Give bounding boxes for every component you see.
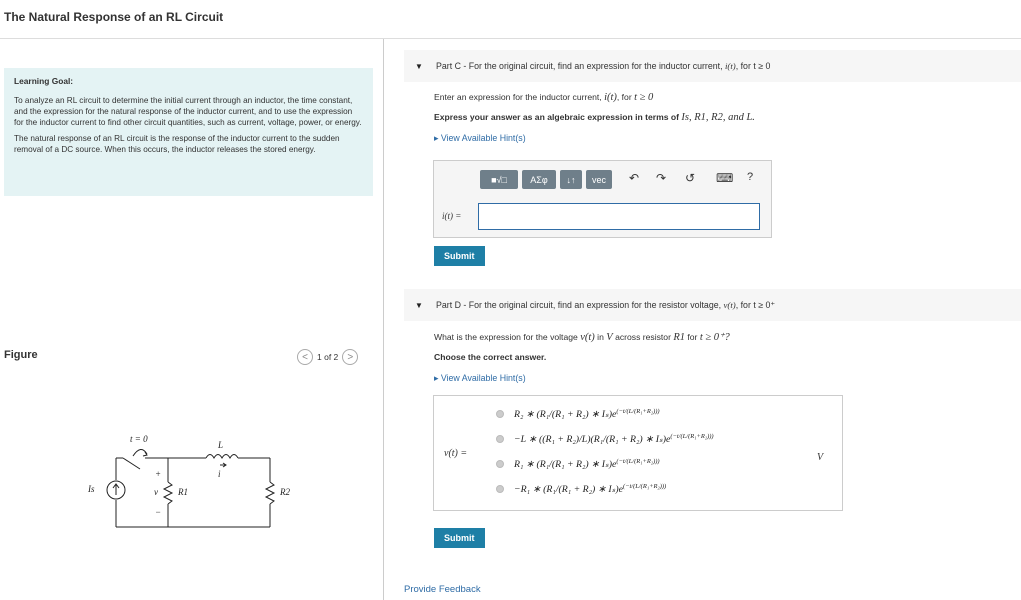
- radio-button[interactable]: [496, 410, 504, 418]
- voltage-minus-label: −: [155, 507, 162, 517]
- part-d-question: What is the expression for the voltage v(t) in V across resistor R1 for t ≥ 0⁺?: [434, 332, 730, 343]
- answer-choices: [433, 395, 843, 511]
- templates-button[interactable]: ■√□: [480, 170, 518, 189]
- greek-button[interactable]: AΣφ: [522, 170, 556, 189]
- part-c-submit-button[interactable]: Submit: [434, 246, 485, 266]
- inductor-label: L: [218, 440, 224, 450]
- choice-option[interactable]: R₂ ∗ (R₁/(R₁ + R₂) ∗ $I_s)e^{(-t/(L/(R_1+R_2)))}$: [496, 408, 660, 420]
- part-d-title: Part D - For the original circuit, find an expression for the resistor voltage, v(t), for t ≥ 0⁺: [436, 300, 776, 310]
- part-d-header[interactable]: [404, 289, 1021, 321]
- prev-figure-button[interactable]: <: [297, 349, 313, 365]
- current-label: i: [218, 469, 221, 479]
- answer-input[interactable]: [478, 203, 760, 230]
- part-d-hint-link[interactable]: ▸ View Available Hint(s): [434, 373, 526, 383]
- vector-button[interactable]: vec: [586, 170, 612, 189]
- collapse-icon[interactable]: ▼: [415, 62, 423, 71]
- part-d-submit-button[interactable]: Submit: [434, 528, 485, 548]
- collapse-icon[interactable]: ▼: [415, 301, 423, 310]
- answer-label: i(t) =: [442, 211, 462, 221]
- arrows-button[interactable]: ↓↑: [560, 170, 582, 189]
- help-icon[interactable]: ?: [747, 171, 754, 183]
- learning-goal-heading: Learning Goal:: [14, 76, 74, 86]
- unit-label: V: [817, 452, 824, 463]
- radio-button[interactable]: [496, 435, 504, 443]
- part-c-hint-link[interactable]: ▸ View Available Hint(s): [434, 133, 526, 143]
- source-label: Is: [88, 484, 95, 494]
- voltage-label: v: [154, 487, 158, 497]
- switch-label: t = 0: [130, 434, 148, 444]
- column-divider: [383, 39, 384, 600]
- answer-editor: [433, 160, 772, 238]
- voltage-plus-label: +: [155, 469, 162, 479]
- r2-label: R2: [280, 487, 290, 497]
- learning-goal-panel: [4, 68, 373, 196]
- undo-icon[interactable]: ↶: [629, 171, 640, 185]
- figure-page-count: 1 of 2: [317, 352, 339, 362]
- learning-goal-text: To analyze an RL circuit to determine the initial current through an inductor, the time constant, and the expression for the natural response of the inductor current, and to use the expression for the inductor current to find other circuit quantities, such as current, voltage, power, or energy.: [14, 96, 362, 127]
- choice-option[interactable]: −L ∗ ((R₁ + R₂)/L)(R₁/(R₁ + R₂) ∗ $I_s)e^{(-t/(L/(R_1+R_2)))}$: [496, 433, 714, 445]
- provide-feedback-link[interactable]: Provide Feedback: [404, 584, 481, 595]
- part-d-choose: Choose the correct answer.: [434, 352, 547, 362]
- v-label: v(t) =: [444, 448, 468, 459]
- reset-icon[interactable]: ↺: [685, 171, 696, 185]
- learning-goal-text-2: The natural response of an RL circuit is the response of the inductor current to the sudden removal of a DC source. When this occurs, the inductor releases the stored energy.: [14, 134, 340, 154]
- redo-icon[interactable]: ↷: [656, 171, 667, 185]
- part-c-express: Express your answer as an algebraic expression in terms of Is, R1, R2, and L.: [434, 112, 755, 123]
- r1-label: R1: [178, 487, 188, 497]
- choice-option[interactable]: R₁ ∗ (R₁/(R₁ + R₂) ∗ $I_s)e^{(-t/(L/(R_1+R_2)))}$: [496, 458, 660, 470]
- part-c-header[interactable]: [404, 50, 1021, 82]
- header-divider: [0, 38, 1021, 39]
- figure-pager: [297, 349, 358, 365]
- radio-button[interactable]: [496, 485, 504, 493]
- radio-button[interactable]: [496, 460, 504, 468]
- circuit-diagram: [88, 432, 288, 532]
- page-title: The Natural Response of an RL Circuit: [4, 10, 224, 24]
- keyboard-icon[interactable]: ⌨: [716, 171, 734, 185]
- figure-label: Figure: [4, 349, 38, 361]
- choice-option[interactable]: −R₁ ∗ (R₁/(R₁ + R₂) ∗ $I_s)e^{(-t/(L/(R_1+R_2)))}$: [496, 483, 666, 495]
- next-figure-button[interactable]: >: [342, 349, 358, 365]
- part-c-title: Part C - For the original circuit, find an expression for the inductor current, i(t), for t ≥ 0: [436, 61, 771, 71]
- part-c-instruction: Enter an expression for the inductor current, i(t), for t ≥ 0: [434, 92, 654, 103]
